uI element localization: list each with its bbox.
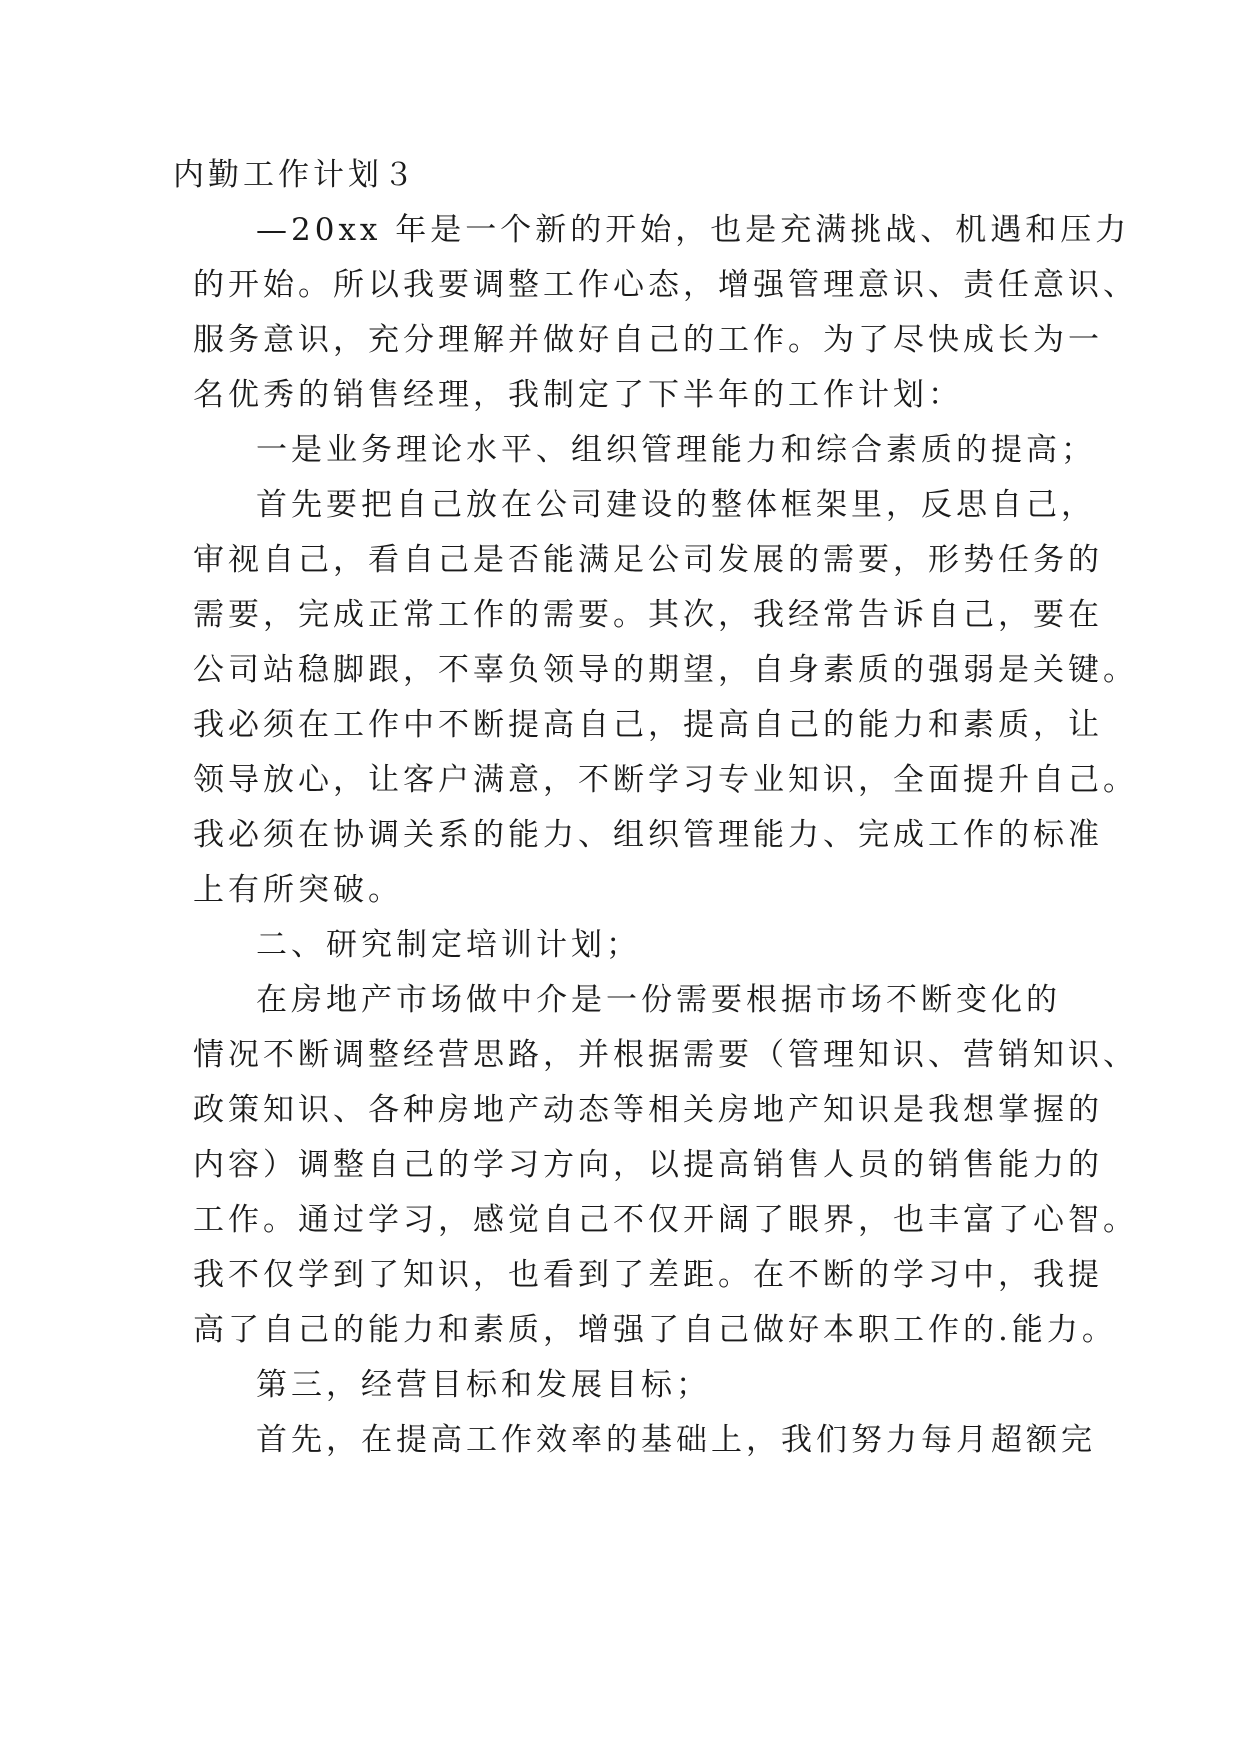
paragraph-line: 服务意识，充分理解并做好自己的工作。为了尽快成长为一	[193, 322, 1103, 358]
paragraph-line: 需要，完成正常工作的需要。其次，我经常告诉自己，要在	[193, 597, 1103, 633]
paragraph-line: 我不仅学到了知识，也看到了差距。在不断的学习中，我提	[193, 1257, 1103, 1293]
paragraph-line: 工作。通过学习，感觉自己不仅开阔了眼界，也丰富了心智。	[193, 1202, 1138, 1238]
section-heading: 二、研究制定培训计划；	[256, 927, 641, 963]
paragraph-line: 领导放心，让客户满意，不断学习专业知识，全面提升自己。	[193, 762, 1138, 798]
paragraph-line: 名优秀的销售经理，我制定了下半年的工作计划：	[193, 377, 963, 413]
paragraph-line: 首先，在提高工作效率的基础上，我们努力每月超额完	[256, 1422, 1096, 1458]
paragraph-line: 审视自己，看自己是否能满足公司发展的需要，形势任务的	[193, 542, 1103, 578]
paragraph-line: 政策知识、各种房地产动态等相关房地产知识是我想掌握的	[193, 1092, 1103, 1128]
paragraph-line: 内容）调整自己的学习方向，以提高销售人员的销售能力的	[193, 1147, 1103, 1183]
paragraph-line: 我必须在协调关系的能力、组织管理能力、完成工作的标准	[193, 817, 1103, 853]
paragraph-line: 公司站稳脚跟，不辜负领导的期望，自身素质的强弱是关键。	[193, 652, 1138, 688]
paragraph-line: 的开始。所以我要调整工作心态，增强管理意识、责任意识、	[193, 267, 1138, 303]
section-heading: 第三，经营目标和发展目标；	[256, 1367, 711, 1403]
document-title: 内勤工作计划３	[173, 157, 418, 193]
paragraph-line: 高了自己的能力和素质，增强了自己做好本职工作的.能力。	[193, 1312, 1117, 1348]
section-heading: 一是业务理论水平、组织管理能力和综合素质的提高；	[256, 432, 1096, 468]
paragraph-line: 首先要把自己放在公司建设的整体框架里，反思自己，	[256, 487, 1096, 523]
paragraph-line: —20xx 年是一个新的开始，也是充满挑战、机遇和压力	[256, 212, 1131, 248]
paragraph-line: 我必须在工作中不断提高自己，提高自己的能力和素质，让	[193, 707, 1103, 743]
paragraph-line: 在房地产市场做中介是一份需要根据市场不断变化的	[256, 982, 1061, 1018]
paragraph-line: 上有所突破。	[193, 872, 403, 908]
paragraph-line: 情况不断调整经营思路，并根据需要（管理知识、营销知识、	[193, 1037, 1138, 1073]
